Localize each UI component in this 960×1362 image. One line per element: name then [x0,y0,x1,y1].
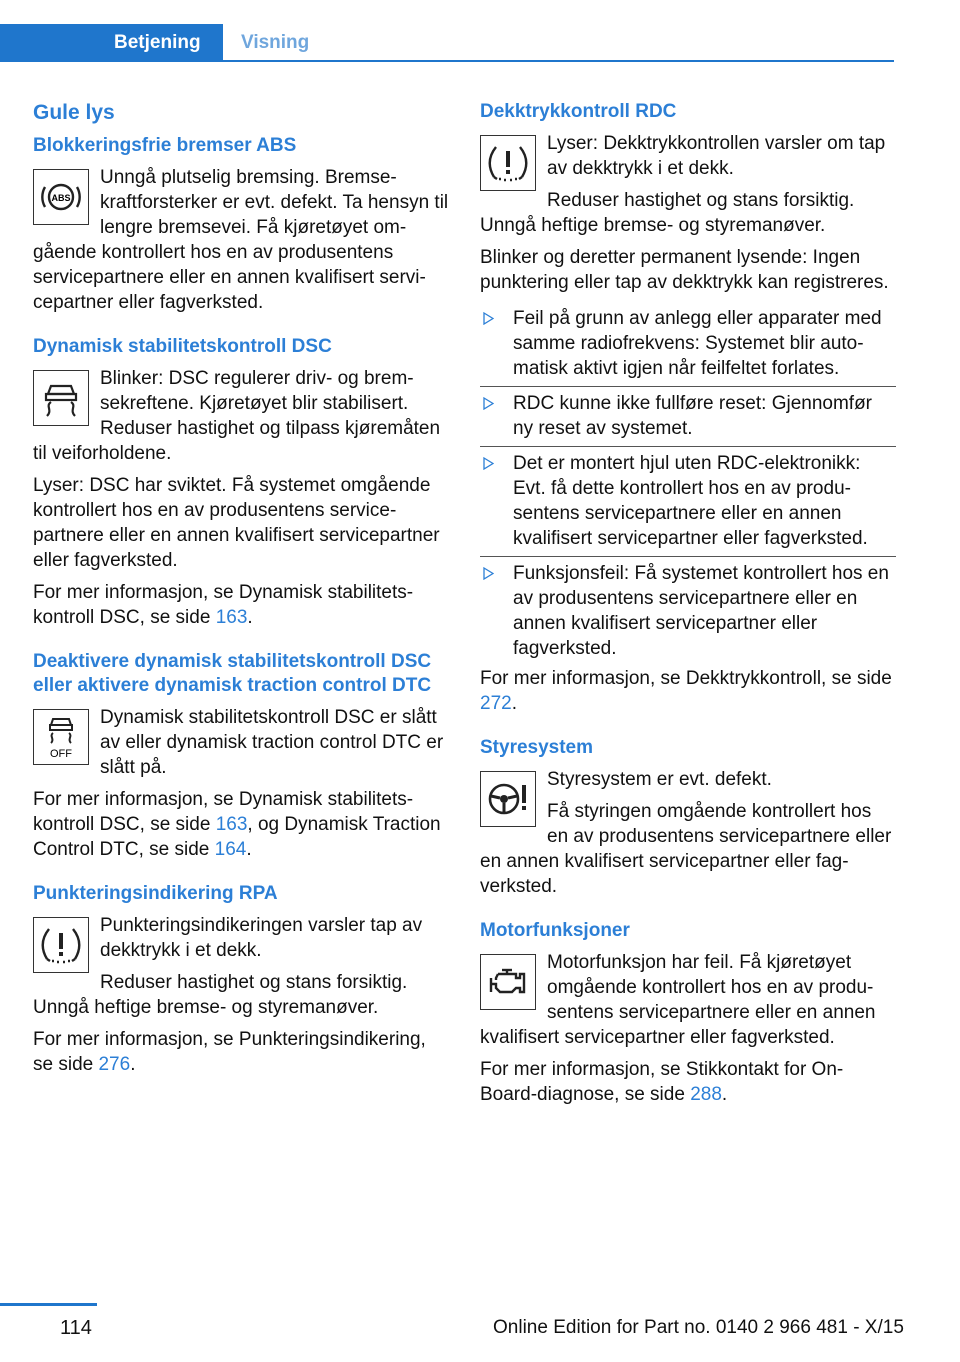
triangle-bullet-icon [483,567,494,580]
dsc-ref-end: . [247,607,253,628]
steering-section [480,736,896,899]
dtc-ref-mid: , og Dynamisk Traction Control DTC, se side [33,814,441,860]
header-rule [0,60,894,62]
list-item [480,387,896,447]
list-item-text: Det er montert hjul uten RDC-elektronikk: Evt. få dette kontrollert hos en av produsentens servicepartnere eller en annen kvalifisert servicepartner eller fagverksted. [513,453,868,549]
page-link-164[interactable]: 164 [214,839,247,860]
rpa-ref-end: . [130,1054,136,1075]
engine-ref-end: . [721,1084,728,1105]
rdc-text-4 [480,666,896,716]
abs-warning-icon [33,169,89,225]
list-item [480,302,896,387]
rpa-heading: Punkteringsindikering RPA [33,883,278,904]
rdc-heading: Dekktrykkontroll RDC [480,101,677,122]
left-column [33,100,449,1097]
page-link-163[interactable]: 163 [215,607,248,628]
engine-heading: Motorfunksjoner [480,920,630,941]
rpa-text-3 [33,1027,449,1077]
rdc-section [480,100,896,716]
dsc-off-label: OFF [50,748,72,759]
dtc-text-2 [33,787,449,862]
abs-heading: Blokkeringsfrie bremser ABS [33,135,297,156]
steering-text-2: Få styringen omgående kontrollert hos en av produsentens servicepartnere eller en annen kvalifisert servicepartner eller fagverksted. [480,801,892,897]
rdc-text-2: Reduser hastighet og stans forsiktig. Unngå heftige bremse- og styremanøver. [480,190,855,236]
rdc-ref-end: . [511,693,517,714]
triangle-bullet-icon [483,457,494,470]
dsc-off-icon [33,709,89,765]
dtc-heading: Deaktivere dynamisk stabilitetskontroll DSC eller aktivere dynamisk traction control DTC [33,651,432,696]
dsc-section [33,335,449,630]
engine-ref-text: For mer informasjon, se Stikkontakt for On-Board-diagnose, se side [480,1059,844,1105]
edition-label: Online Edition for Part no. 0140 2 966 481 - X/15 [493,1317,904,1338]
list-item [480,447,896,557]
tire-pressure-warning-icon [480,135,536,191]
page-header [0,24,894,62]
rpa-text-1: Punkteringsindikeringen varsler tap av dekktrykk i et dekk. [100,915,423,961]
rdc-ref-text: For mer informasjon, se Dekktrykkontroll, se side [480,668,892,689]
dtc-text-1: Dynamisk stabilitetskontroll DSC er slått av eller dynamisk traction control DTC er slått på. [100,707,444,778]
triangle-bullet-icon [483,397,494,410]
page-number: 114 [60,1317,92,1339]
dtc-ref-end: . [246,839,252,860]
dsc-ref-text: For mer informasjon, se Dynamisk stabilitetskontroll DSC, se side [33,582,414,628]
abs-text: Unngå plutselig bremsing. Bremsekraftforsterker er evt. defekt. Ta hensyn til lengre bremsevei. Få kjøretøyet omgående kontrollert hos en av produsentens servicepartnere eller en annen kvalifisert servicepartner eller fagverksted. [33,167,449,313]
list-item-text: Funksjonsfeil: Få systemet kontrollert hos en av produsentens servicepartnere eller en annen kvalifisert servicepartner eller fagverksted. [513,563,889,659]
rpa-ref-text: For mer informasjon, se Punkteringsindikering, se side [33,1029,426,1075]
check-engine-icon [480,954,536,1010]
engine-text-2 [480,1057,896,1107]
page-link-272[interactable]: 272 [480,693,512,714]
dsc-text-3 [33,580,449,630]
footer-rule [0,1303,97,1306]
list-item-text: RDC kunne ikke fullføre reset: Gjennomfør ny reset av systemet. [513,393,873,439]
tire-pressure-warning-icon [33,917,89,973]
dsc-skid-car-icon [33,370,89,426]
tab-visning[interactable]: Visning [241,32,310,53]
rpa-section [33,882,449,1077]
section-title: Gule lys [33,101,115,124]
steering-heading: Styresystem [480,737,594,758]
steering-text-1: Styresystem er evt. defekt. [547,769,772,790]
rpa-text-2: Reduser hastighet og stans forsiktig. Unngå heftige bremse- og styremanøver. [33,972,408,1018]
svg-text:ABS: ABS [51,193,71,203]
steering-warning-icon [480,771,536,827]
rdc-text-1: Lyser: Dekktrykkontrollen varsler om tap av dekktrykk i et dekk. [547,133,886,179]
rdc-text-3: Blinker og deretter permanent lysende: Ingen punktering eller tap av dekktrykk kan registreres. [480,247,889,293]
rdc-cause-list [480,302,896,666]
right-column [480,100,896,1127]
tab-betjening[interactable]: Betjening [0,24,223,60]
engine-text-1: Motorfunksjon har feil. Få kjøretøyet omgående kontrollert hos en av produsentens servicepartnere eller en annen kvalifisert servicepartner eller fagverksted. [480,952,876,1048]
engine-section [480,919,896,1107]
list-item-text: Feil på grunn av anlegg eller apparater med samme radiofrekvens: Systemet blir automatisk aktivt igjen når feilfeltet forlates. [513,308,882,379]
dtc-ref-text: For mer informasjon, se Dynamisk stabilitetskontroll DSC, se side [33,789,414,835]
page-link-163[interactable]: 163 [215,814,248,835]
page-link-288[interactable]: 288 [690,1084,722,1105]
abs-section [33,134,449,315]
dsc-heading: Dynamisk stabilitetskontroll DSC [33,336,332,357]
dsc-text-2: Lyser: DSC har sviktet. Få systemet omgående kontrollert hos en av produsentens servicepartnere eller en annen kvalifisert servicepartner eller fagverksted. [33,475,440,571]
dtc-section [33,650,449,862]
page-footer [0,1303,960,1362]
page-link-276[interactable]: 276 [98,1054,131,1075]
dsc-text-1: Blinker: DSC regulerer driv- og bremsekreftene. Kjøretøyet blir stabilisert. Reduser hastighet og tilpass kjøremåten til veiforholdene. [33,368,441,464]
list-item [480,557,896,666]
triangle-bullet-icon [483,312,494,325]
